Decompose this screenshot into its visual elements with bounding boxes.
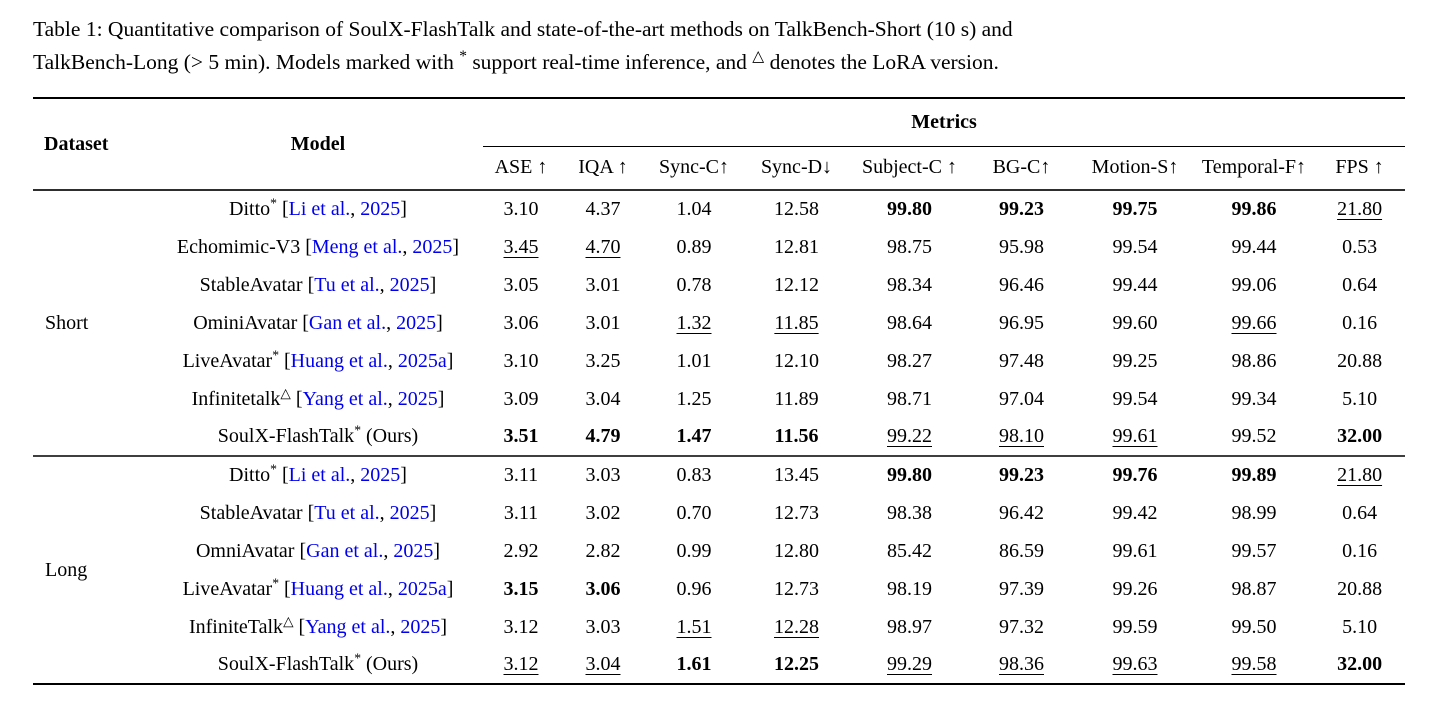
metric-value: 1.51 — [676, 615, 712, 638]
metric-value: 99.34 — [1231, 387, 1277, 410]
metric-value: 0.64 — [1342, 273, 1378, 296]
metric-value: 12.73 — [774, 577, 819, 600]
column-header-iqa: IQA ↑ — [559, 146, 647, 190]
metric-value: 0.99 — [676, 539, 712, 562]
metric-value: 20.88 — [1337, 349, 1383, 372]
metric-value: 99.66 — [1231, 311, 1277, 334]
metric-value: 98.19 — [887, 577, 932, 600]
metric-value: 3.04 — [585, 653, 621, 675]
citation-link[interactable]: Huang et al. — [290, 349, 388, 372]
metric-value: 1.61 — [676, 653, 712, 675]
metric-value: 0.16 — [1342, 539, 1378, 562]
column-header-ase: ASE ↑ — [483, 146, 559, 190]
metric-value: 98.86 — [1231, 349, 1277, 372]
table-row — [33, 190, 1405, 228]
metric-value: 4.37 — [585, 198, 621, 220]
model-cell — [153, 608, 483, 646]
model-name-text: Ditto — [229, 464, 271, 486]
metric-value: 97.04 — [999, 387, 1044, 410]
model-cell — [153, 228, 483, 266]
table-header — [33, 98, 1405, 190]
table-row — [33, 570, 1405, 608]
model-name-text: , — [387, 577, 398, 600]
metric-value: 3.06 — [585, 577, 621, 600]
metric-value: 1.04 — [676, 198, 712, 220]
model-name-text: ] — [400, 198, 407, 220]
metric-value: 3.12 — [503, 615, 539, 638]
metric-value: 99.29 — [887, 653, 932, 675]
metric-value: 97.48 — [999, 349, 1044, 372]
metric-value: 11.85 — [774, 311, 819, 334]
metric-value: 98.97 — [887, 615, 932, 638]
model-name-text: ] — [437, 387, 445, 410]
citation-link[interactable]: Tu et al. — [314, 273, 380, 296]
metric-value: 99.61 — [1112, 539, 1158, 562]
metric-value: 99.86 — [1231, 198, 1277, 220]
metric-value: 0.53 — [1342, 235, 1378, 258]
table-row — [33, 646, 1405, 684]
model-cell — [153, 342, 483, 380]
metric-value: 5.10 — [1342, 387, 1378, 410]
model-superscript: * — [272, 574, 279, 590]
caption-line2-post: denotes the LoRA version. — [764, 50, 999, 74]
metric-value: 1.25 — [676, 387, 712, 410]
model-name-text: , — [387, 349, 398, 372]
metric-value: 99.23 — [967, 456, 1076, 494]
metric-value: 99.57 — [1231, 539, 1277, 562]
metric-value: 99.59 — [1112, 615, 1158, 638]
model-name-text: , — [387, 387, 398, 410]
table-row — [33, 304, 1405, 342]
metric-value: 3.09 — [503, 387, 539, 410]
metric-value: 3.15 — [503, 577, 539, 600]
metric-value: 99.75 — [1112, 198, 1158, 220]
metric-value: 32.00 — [1337, 653, 1383, 675]
results-table — [33, 97, 1405, 685]
caption-line2-pre: TalkBench-Long (> 5 min). Models marked with — [33, 50, 460, 74]
model-name-text: ] — [436, 311, 443, 334]
metric-value: 98.34 — [887, 273, 932, 296]
metric-value: 2.82 — [585, 539, 621, 562]
model-name-text: [ — [290, 387, 303, 410]
model-name-text: , — [350, 464, 361, 486]
metric-value: 12.73 — [774, 501, 819, 524]
table-row — [33, 228, 1405, 266]
model-superscript: * — [270, 461, 277, 477]
metric-value: 32.00 — [1337, 425, 1383, 447]
metric-value: 3.25 — [585, 349, 621, 372]
metric-value: 98.10 — [999, 425, 1044, 447]
metric-value: 12.58 — [774, 198, 819, 220]
citation-link[interactable]: 2025 — [360, 198, 401, 220]
metric-value: 97.32 — [999, 615, 1044, 638]
metric-value: 21.80 — [1337, 198, 1383, 220]
citation-link[interactable]: Tu et al. — [314, 501, 380, 524]
model-cell — [153, 304, 483, 342]
table-row — [33, 342, 1405, 380]
metric-value: 11.56 — [774, 425, 819, 447]
model-name-text: , — [383, 539, 394, 562]
model-name-text: (Ours) — [360, 653, 419, 675]
column-header-model: Model — [153, 98, 483, 190]
metric-value: 99.63 — [1112, 653, 1158, 675]
model-cell — [153, 570, 483, 608]
model-cell — [153, 646, 483, 684]
citation-link[interactable]: 2025 — [393, 539, 434, 562]
model-cell — [153, 456, 483, 494]
model-cell — [153, 380, 483, 418]
model-name-text: Ditto — [229, 198, 271, 220]
metric-value: 99.60 — [1112, 311, 1158, 334]
metric-value: 99.44 — [1112, 273, 1158, 296]
model-name-text: LiveAvatar — [182, 349, 273, 372]
metric-value: 12.81 — [774, 235, 819, 258]
metric-value: 0.89 — [676, 235, 712, 258]
citation-link[interactable]: Gan et al. — [306, 539, 384, 562]
metric-value: 98.71 — [887, 387, 932, 410]
model-name-text: ] — [446, 349, 454, 372]
model-name-text: (Ours) — [360, 425, 419, 447]
metric-value: 3.06 — [503, 311, 539, 334]
metric-value: 99.58 — [1231, 653, 1277, 675]
model-name-text: StableAvatar [ — [199, 501, 315, 524]
metric-value: 99.26 — [1112, 577, 1158, 600]
model-cell — [153, 190, 483, 228]
metric-value: 1.32 — [676, 311, 712, 334]
metric-value: 3.01 — [585, 273, 621, 296]
metric-value: 3.12 — [503, 653, 539, 675]
table-row — [33, 380, 1405, 418]
metric-value: 99.22 — [887, 425, 932, 447]
model-name-text: SoulX-FlashTalk — [217, 653, 355, 675]
model-name-text: [ — [276, 464, 289, 486]
model-superscript: * — [270, 195, 277, 211]
table-row — [33, 532, 1405, 570]
metric-value: 97.39 — [999, 577, 1044, 600]
citation-link[interactable]: Gan et al. — [308, 311, 387, 334]
metric-value: 3.05 — [503, 273, 539, 296]
metric-value: 0.78 — [676, 273, 712, 296]
citation-link[interactable]: Yang et al. — [305, 615, 391, 638]
metric-value: 0.16 — [1342, 311, 1378, 334]
citation-link[interactable]: 2025 — [412, 235, 453, 258]
model-superscript: * — [354, 422, 361, 438]
metric-value: 86.59 — [999, 539, 1044, 562]
model-name-text: InfiniteTalk — [188, 615, 284, 638]
metric-value: 0.83 — [647, 456, 741, 494]
column-header-motion-s: Motion-S↑ — [1076, 146, 1194, 190]
metric-value: 0.70 — [676, 501, 712, 524]
metric-value: 3.04 — [585, 387, 621, 410]
citation-link[interactable]: 2025 — [400, 615, 441, 638]
metric-value: 99.80 — [887, 198, 932, 220]
table-row — [33, 608, 1405, 646]
column-group-metrics: Metrics — [483, 98, 1405, 146]
model-superscript: △ — [280, 384, 291, 400]
model-name-text: ] — [429, 501, 437, 524]
citation-link[interactable]: 2025a — [397, 577, 447, 600]
model-name-text: , — [379, 273, 390, 296]
metric-value: 12.12 — [774, 273, 819, 296]
metric-value: 99.06 — [1231, 273, 1277, 296]
model-name-text: , — [379, 501, 390, 524]
metric-value: 3.11 — [483, 456, 559, 494]
model-cell — [153, 418, 483, 456]
metric-value: 3.10 — [503, 198, 539, 220]
metric-value: 99.54 — [1112, 387, 1158, 410]
metric-value: 99.54 — [1112, 235, 1158, 258]
model-name-text: StableAvatar [ — [199, 273, 315, 296]
metric-value: 98.75 — [887, 235, 932, 258]
metric-value: 20.88 — [1337, 577, 1383, 600]
model-name-text: ] — [429, 273, 437, 296]
metric-value: 99.52 — [1231, 425, 1277, 447]
citation-link[interactable]: 2025 — [389, 273, 430, 296]
citation-link[interactable]: Huang et al. — [290, 577, 388, 600]
caption-superscript-triangle: △ — [752, 47, 765, 65]
metric-value: 12.28 — [774, 615, 819, 638]
metric-value: 99.80 — [852, 456, 967, 494]
column-header-fps: FPS ↑ — [1314, 146, 1405, 190]
metric-value: 1.01 — [676, 349, 712, 372]
metric-value: 98.99 — [1231, 501, 1277, 524]
model-superscript: △ — [283, 612, 294, 628]
model-name-text: Infinitetalk — [191, 387, 281, 410]
caption-superscript-star: * — [459, 47, 467, 65]
table-row — [33, 418, 1405, 456]
model-name-text: Echomimic-V3 [ — [176, 235, 312, 258]
metric-value: 11.89 — [774, 387, 819, 410]
table-body — [33, 190, 1405, 684]
metric-value: 98.36 — [999, 653, 1044, 675]
model-superscript: * — [272, 346, 279, 362]
model-name-text: , — [390, 615, 401, 638]
metric-value: 3.03 — [585, 615, 621, 638]
metric-value: 98.87 — [1231, 577, 1277, 600]
model-name-text: , — [350, 198, 361, 220]
model-name-text: , — [386, 311, 397, 334]
model-name-text: LiveAvatar — [182, 577, 273, 600]
metric-value: 99.89 — [1194, 456, 1314, 494]
metric-value: 99.61 — [1112, 425, 1158, 447]
caption-line2 — [33, 47, 999, 74]
column-header-dataset: Dataset — [33, 98, 153, 190]
model-cell — [153, 494, 483, 532]
metric-value: 1.47 — [676, 425, 712, 447]
citation-link[interactable]: 2025 — [396, 311, 437, 334]
column-header-bg-c: BG-C↑ — [967, 146, 1076, 190]
metric-value: 99.76 — [1076, 456, 1194, 494]
citation-link[interactable]: 2025a — [397, 349, 447, 372]
model-name-text: , — [402, 235, 413, 258]
metric-value: 99.42 — [1112, 501, 1158, 524]
column-header-temporal-f: Temporal-F↑ — [1194, 146, 1314, 190]
metric-value: 96.95 — [999, 311, 1044, 334]
table-caption — [0, 0, 1405, 79]
caption-line1: Table 1: Quantitative comparison of SoulX-FlashTalk and state-of-the-art methods on TalkBench-Short (10 s) and — [33, 17, 1013, 41]
citation-link[interactable]: Li et al. — [288, 198, 351, 220]
column-header-sync-d: Sync-D↓ — [741, 146, 852, 190]
table-row — [33, 456, 1405, 494]
table-row — [33, 494, 1405, 532]
metric-value: 4.79 — [585, 425, 621, 447]
metric-value: 12.10 — [774, 349, 819, 372]
metric-value: 98.38 — [887, 501, 932, 524]
model-name-text: ] — [452, 235, 460, 258]
model-name-text: [ — [276, 198, 289, 220]
model-name-text: OmniAvatar [ — [195, 539, 307, 562]
metric-value: 85.42 — [887, 539, 932, 562]
metric-value: 3.02 — [585, 501, 621, 524]
model-name-text: ] — [400, 464, 407, 486]
citation-link[interactable]: Meng et al. — [311, 235, 403, 258]
table-row — [33, 266, 1405, 304]
metric-value: 98.64 — [887, 311, 932, 334]
model-name-text: [ — [278, 577, 291, 600]
metric-value: 21.80 — [1314, 456, 1405, 494]
metric-value: 3.11 — [503, 501, 539, 524]
metric-value: 99.23 — [999, 198, 1044, 220]
metric-value: 99.50 — [1231, 615, 1277, 638]
model-name-text: ] — [440, 615, 448, 638]
dataset-label: Long — [33, 456, 153, 684]
metric-value: 12.25 — [774, 653, 819, 675]
model-name-text: ] — [446, 577, 454, 600]
model-name-text: ] — [433, 539, 440, 562]
metric-value: 3.45 — [503, 235, 539, 258]
model-name-text: SoulX-FlashTalk — [217, 425, 355, 447]
metric-value: 12.80 — [774, 539, 819, 562]
metric-value: 96.42 — [999, 501, 1044, 524]
metric-value: 99.25 — [1112, 349, 1158, 372]
model-name-text: [ — [278, 349, 291, 372]
model-superscript: * — [354, 650, 361, 666]
metric-value: 0.64 — [1342, 501, 1378, 524]
metric-value: 4.70 — [585, 235, 621, 258]
column-header-sync-c: Sync-C↑ — [647, 146, 741, 190]
model-cell — [153, 266, 483, 304]
metric-value: 99.44 — [1231, 235, 1277, 258]
metric-value: 96.46 — [999, 273, 1044, 296]
citation-link[interactable]: Li et al. — [288, 464, 351, 486]
metric-value: 3.10 — [503, 349, 539, 372]
dataset-label: Short — [45, 311, 89, 334]
metric-value: 98.27 — [887, 349, 932, 372]
metric-value: 95.98 — [999, 235, 1044, 258]
metric-value: 3.51 — [503, 425, 539, 447]
metric-value: 13.45 — [741, 456, 852, 494]
metric-value: 5.10 — [1342, 615, 1378, 638]
citation-link[interactable]: Yang et al. — [302, 387, 388, 410]
metric-value: 0.96 — [676, 577, 712, 600]
citation-link[interactable]: 2025 — [360, 464, 401, 486]
model-cell — [153, 532, 483, 570]
metric-value: 2.92 — [503, 539, 539, 562]
metric-value: 3.03 — [559, 456, 647, 494]
model-name-text: [ — [293, 615, 306, 638]
citation-link[interactable]: 2025 — [397, 387, 438, 410]
citation-link[interactable]: 2025 — [389, 501, 430, 524]
column-header-subject-c: Subject-C ↑ — [852, 146, 967, 190]
caption-line2-mid: support real-time inference, and — [466, 50, 753, 74]
metric-value: 3.01 — [585, 311, 621, 334]
model-name-text: OminiAvatar [ — [193, 311, 309, 334]
